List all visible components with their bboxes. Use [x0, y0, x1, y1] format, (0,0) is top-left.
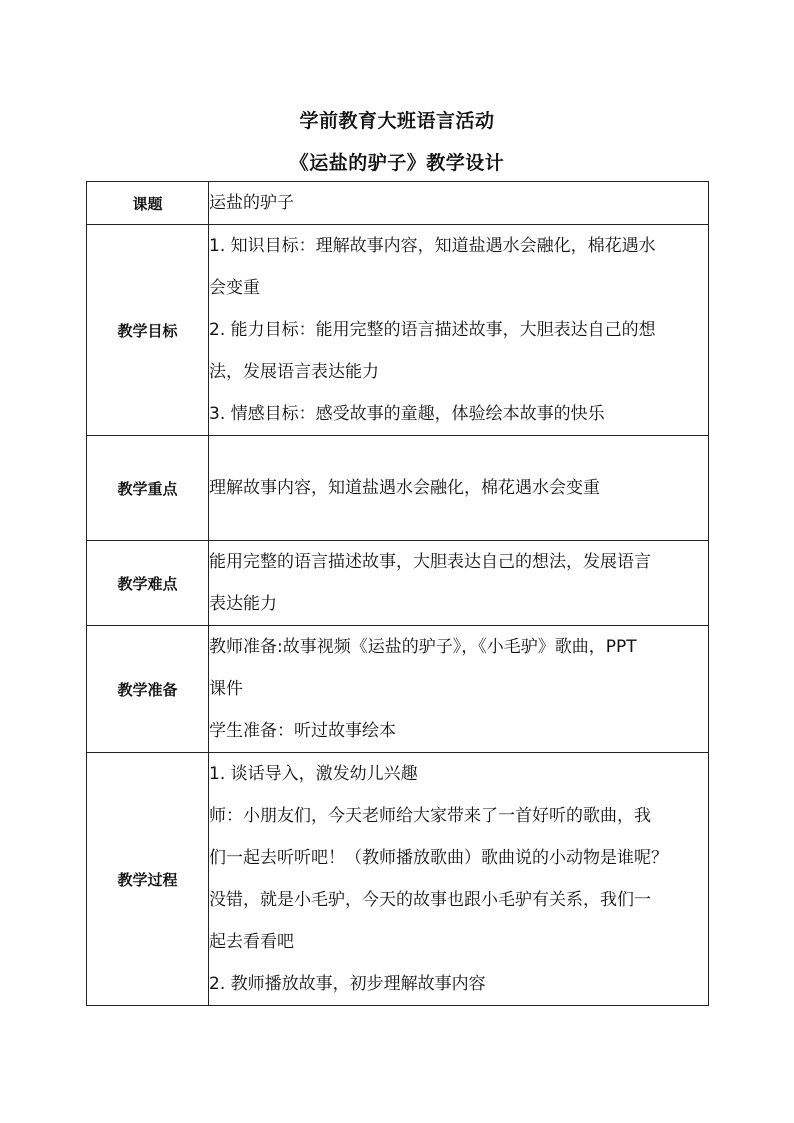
row-content-process — [209, 753, 709, 1006]
document-subtitle: 《运盐的驴子》教学设计 — [289, 152, 505, 174]
row-label-preparation: 教学准备 — [87, 626, 209, 753]
row-label-key-points: 教学重点 — [87, 436, 209, 541]
table-row-goals — [87, 225, 709, 436]
row-content-key-points — [209, 436, 709, 541]
content-line: 师：小朋友们，今天老师给大家带来了一首好听的歌曲，我 — [209, 806, 651, 826]
content-line: 能用完整的语言描述故事，大胆表达自己的想法，发展语言 — [209, 552, 651, 572]
content-line: 们一起去听听吧！（教师播放歌曲）歌曲说的小动物是谁呢？ — [209, 848, 668, 868]
row-content-preparation — [209, 626, 709, 753]
content-line: 运盐的驴子 — [209, 193, 294, 213]
row-label-topic: 课题 — [87, 182, 209, 225]
content-line: 起去看看吧 — [209, 932, 294, 952]
row-content-difficulties — [209, 541, 709, 626]
content-line: 课件 — [209, 679, 243, 699]
table-row-key-points — [87, 436, 709, 541]
table-row-process — [87, 753, 709, 1006]
row-content-goals — [209, 225, 709, 436]
content-line: 理解故事内容，知道盐遇水会融化，棉花遇水会变重 — [209, 478, 600, 498]
row-label-goals: 教学目标 — [87, 225, 209, 436]
content-line: 1. 谈话导入，激发幼儿兴趣 — [209, 764, 418, 784]
table-row-difficulties — [87, 541, 709, 626]
content-line: 教师准备:故事视频《运盐的驴子》，《小毛驴》歌曲，PPT — [209, 637, 637, 657]
row-label-difficulties: 教学难点 — [87, 541, 209, 626]
content-line: 会变重 — [209, 278, 260, 298]
content-line: 学生准备：听过故事绘本 — [209, 721, 396, 741]
document-title: 学前教育大班语言活动 — [299, 110, 495, 132]
row-content-topic — [209, 182, 709, 225]
content-line: 2. 能力目标：能用完整的语言描述故事，大胆表达自己的想 — [209, 320, 656, 340]
content-line: 表达能力 — [209, 594, 277, 614]
content-line: 3. 情感目标：感受故事的童趣，体验绘本故事的快乐 — [209, 404, 605, 424]
table-row-preparation — [87, 626, 709, 753]
row-label-process: 教学过程 — [87, 753, 209, 1006]
content-line: 1. 知识目标：理解故事内容，知道盐遇水会融化，棉花遇水 — [209, 236, 656, 256]
lesson-plan-table — [86, 181, 709, 1006]
content-line: 法，发展语言表达能力 — [209, 362, 379, 382]
content-line: 没错，就是小毛驴，今天的故事也跟小毛驴有关系，我们一 — [209, 890, 651, 910]
table-row-topic — [87, 182, 709, 225]
content-line: 2. 教师播放故事，初步理解故事内容 — [209, 974, 486, 994]
